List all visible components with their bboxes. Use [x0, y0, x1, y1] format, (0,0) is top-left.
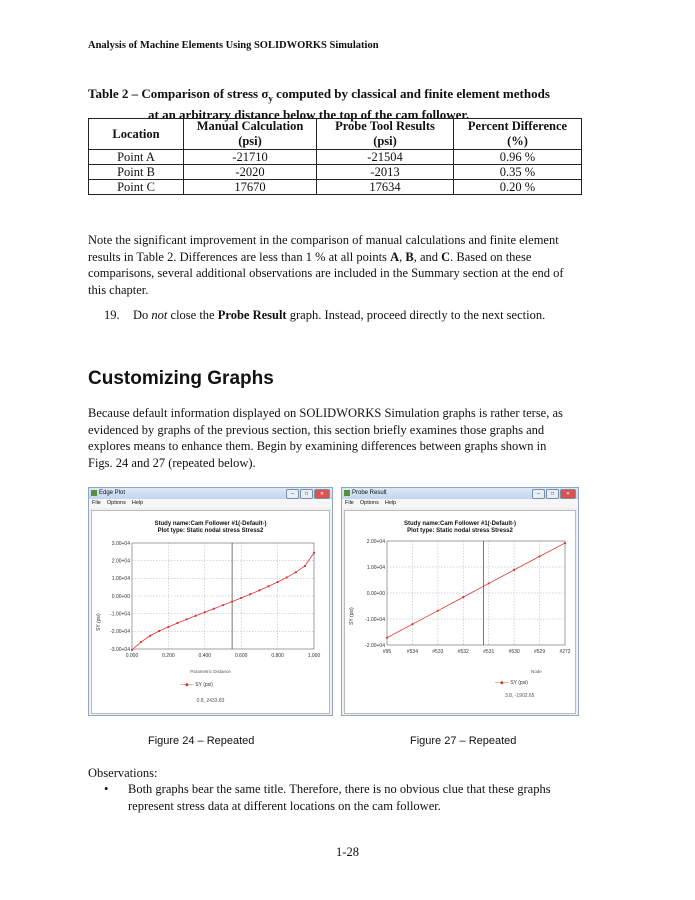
table-cell: -21710	[184, 150, 317, 165]
table-row	[89, 150, 582, 165]
legend: —◆— SY (psi)	[495, 680, 528, 686]
table-cell: Point A	[89, 150, 184, 165]
table-header-row	[89, 119, 582, 150]
data-point	[258, 589, 260, 591]
plot-area	[91, 510, 330, 714]
plot-title-line2: Plot type: Static nodal stress Stress2	[157, 528, 264, 534]
data-point	[488, 582, 490, 584]
x-tick-label: 0.200	[162, 653, 175, 659]
x-tick-label: #532	[457, 649, 469, 655]
y-tick-label: -1.00+04	[110, 611, 130, 618]
window-title: Probe Result	[352, 490, 387, 496]
data-point	[295, 571, 297, 573]
cursor-readout: 0.8, 2433.83	[196, 698, 225, 704]
plot-area	[344, 510, 576, 714]
y-tick-label: -3.00+04	[110, 646, 130, 653]
table-cell: -2020	[184, 165, 317, 180]
menu-help[interactable]: Help	[384, 500, 397, 506]
x-axis-label: Node	[531, 669, 542, 674]
observations-label: Observations:	[88, 766, 158, 780]
y-tick-label: 1.00+04	[111, 576, 130, 583]
table-cell: Point C	[89, 180, 184, 195]
section-title: Customizing Graphs	[88, 368, 274, 389]
bullet-icon: •	[104, 782, 109, 796]
table-cell: 17670	[184, 180, 317, 195]
data-point	[462, 596, 464, 598]
y-axis-label: SY (psi)	[349, 607, 355, 625]
app-icon	[344, 490, 350, 496]
close-button[interactable]: ✕	[560, 489, 576, 499]
figure-24-caption: Figure 24 – Repeated	[148, 735, 255, 747]
running-header: Analysis of Machine Elements Using SOLIDWORKS Simulation	[88, 40, 379, 51]
data-point	[213, 608, 215, 610]
x-tick-label: 1.000	[307, 653, 321, 659]
table-caption-sub: y	[268, 93, 273, 104]
table-caption-prefix: Table 2 – Comparison of stress σ	[88, 86, 269, 101]
y-tick-label: -2.00+04	[110, 629, 130, 636]
close-button[interactable]: ✕	[314, 489, 330, 499]
table-header-cell: Percent Difference (%)	[454, 119, 582, 150]
plot-title-line2: Plot type: Static nodal stress Stress2	[407, 528, 513, 534]
figure-27-caption: Figure 27 – Repeated	[410, 735, 517, 747]
table-cell: -2013	[317, 165, 454, 180]
data-point	[564, 542, 566, 544]
data-point	[437, 610, 439, 612]
table-row	[89, 180, 582, 195]
bullet-item	[104, 781, 564, 814]
data-point	[304, 565, 306, 567]
figure-27-window	[341, 487, 579, 716]
data-point	[158, 630, 160, 632]
window-title: Edge Plot	[99, 490, 126, 496]
x-tick-label: #530	[508, 649, 520, 655]
series-line	[387, 543, 565, 638]
x-tick-label: 0.000	[125, 653, 139, 659]
legend: —◆— SY (psi)	[180, 682, 213, 688]
maximize-button[interactable]: □	[546, 489, 559, 499]
paragraph-intro: Because default information displayed on SOLIDWORKS Simulation graphs is rather terse, as evidenced by graphs of the previous section, this section briefly examines those graphs and explores means to enhance them. Begin by examining differences between graphs shown in Figs. 24 and 27 (repeated below).	[88, 406, 563, 470]
data-point	[140, 641, 142, 643]
menu-bar	[89, 499, 332, 508]
minimize-button[interactable]: –	[286, 489, 299, 499]
maximize-button[interactable]: □	[300, 489, 313, 499]
table-cell: 0.35 %	[454, 165, 582, 180]
step-text: Do not close the Probe Result graph. Instead, proceed directly to the next section.	[133, 308, 546, 322]
data-point	[538, 555, 540, 557]
y-tick-label: 2.00+04	[111, 558, 130, 565]
table-cell: 17634	[317, 180, 454, 195]
data-point	[167, 626, 169, 628]
data-point	[240, 597, 242, 599]
step-number: 19.	[104, 308, 120, 322]
data-point	[231, 601, 233, 603]
data-point	[204, 611, 206, 613]
x-tick-label: 0.400	[198, 653, 212, 659]
x-tick-label: 0.600	[234, 653, 248, 659]
menu-file[interactable]: File	[92, 500, 101, 506]
y-tick-label: 1.00+04	[366, 564, 385, 571]
menu-options[interactable]: Options	[359, 500, 379, 506]
legend-marker: —◆—	[180, 682, 194, 688]
minimize-button[interactable]: –	[532, 489, 545, 499]
table-caption-line2: at an arbitrary distance below the top of the cam follower.	[148, 106, 470, 122]
data-point	[186, 618, 188, 620]
paragraph-note: Note the significant improvement in the comparison of manual calculations and finite element results in Table 2. Differences are less than 1 % at all points A, B, and C. Based on these comparisons, several additional observations are included in the Summary section at the end of this chapter.	[88, 233, 564, 297]
x-tick-label: #529	[534, 649, 546, 655]
table-caption-suffix: computed by classical and finite element methods	[272, 86, 550, 101]
menu-options[interactable]: Options	[106, 500, 126, 506]
x-axis-label: Parametric Distance	[190, 669, 231, 674]
y-tick-label: -1.00+04	[365, 616, 385, 623]
data-point	[249, 593, 251, 595]
data-point	[386, 637, 388, 639]
comparison-table	[88, 118, 582, 195]
plot-title-line1: Study name:Cam Follower #1(-Default-)	[154, 521, 267, 527]
table-row	[89, 165, 582, 180]
table-header-cell: Location	[89, 119, 184, 150]
data-point	[195, 615, 197, 617]
data-point	[513, 569, 515, 571]
y-tick-label: 0.00+00	[111, 593, 130, 600]
y-axis-label: SY (psi)	[96, 613, 102, 631]
legend-marker: —◆—	[495, 680, 509, 686]
data-point	[131, 649, 133, 651]
bullet-text: Both graphs bear the same title. Therefore, there is no obvious clue that these graphs represent stress data at different locations on the cam follower.	[128, 782, 551, 813]
series-line	[132, 553, 314, 650]
data-point	[149, 635, 151, 637]
x-tick-label: #272	[559, 649, 571, 655]
y-tick-label: 3.00+04	[111, 540, 130, 547]
menu-bar	[342, 499, 578, 508]
app-icon	[91, 490, 97, 496]
data-point	[222, 604, 224, 606]
table-cell: Point B	[89, 165, 184, 180]
y-tick-label: -2.00+04	[365, 642, 385, 649]
probe-result-chart	[345, 533, 575, 713]
data-point	[286, 576, 288, 578]
table-cell: 0.20 %	[454, 180, 582, 195]
y-tick-label: 2.00+04	[366, 538, 385, 545]
plot-title-line1: Study name:Cam Follower #1(-Default-)	[403, 521, 516, 527]
table-cell: -21504	[317, 150, 454, 165]
step-19	[104, 307, 564, 324]
page-number: 1-28	[336, 845, 359, 859]
x-tick-label: #534	[406, 649, 418, 655]
x-tick-label: 0.800	[271, 653, 284, 659]
x-tick-label: #533	[432, 649, 444, 655]
menu-help[interactable]: Help	[131, 500, 144, 506]
data-point	[176, 622, 178, 624]
y-tick-label: 0.00+00	[366, 590, 385, 597]
data-point	[313, 552, 315, 554]
menu-file[interactable]: File	[345, 500, 354, 506]
x-tick-label: #531	[483, 649, 495, 655]
table-header-cell: Manual Calculation (psi)	[184, 119, 317, 150]
data-point	[277, 581, 279, 583]
window-titlebar	[89, 488, 332, 499]
data-point	[411, 623, 413, 625]
table-cell: 0.96 %	[454, 150, 582, 165]
window-titlebar	[342, 488, 578, 499]
x-tick-label: #95	[382, 649, 392, 655]
figure-24-window	[88, 487, 333, 716]
table-header-cell: Probe Tool Results (psi)	[317, 119, 454, 150]
data-point	[267, 585, 269, 587]
cursor-readout: 3.8, -1902.65	[505, 693, 535, 699]
